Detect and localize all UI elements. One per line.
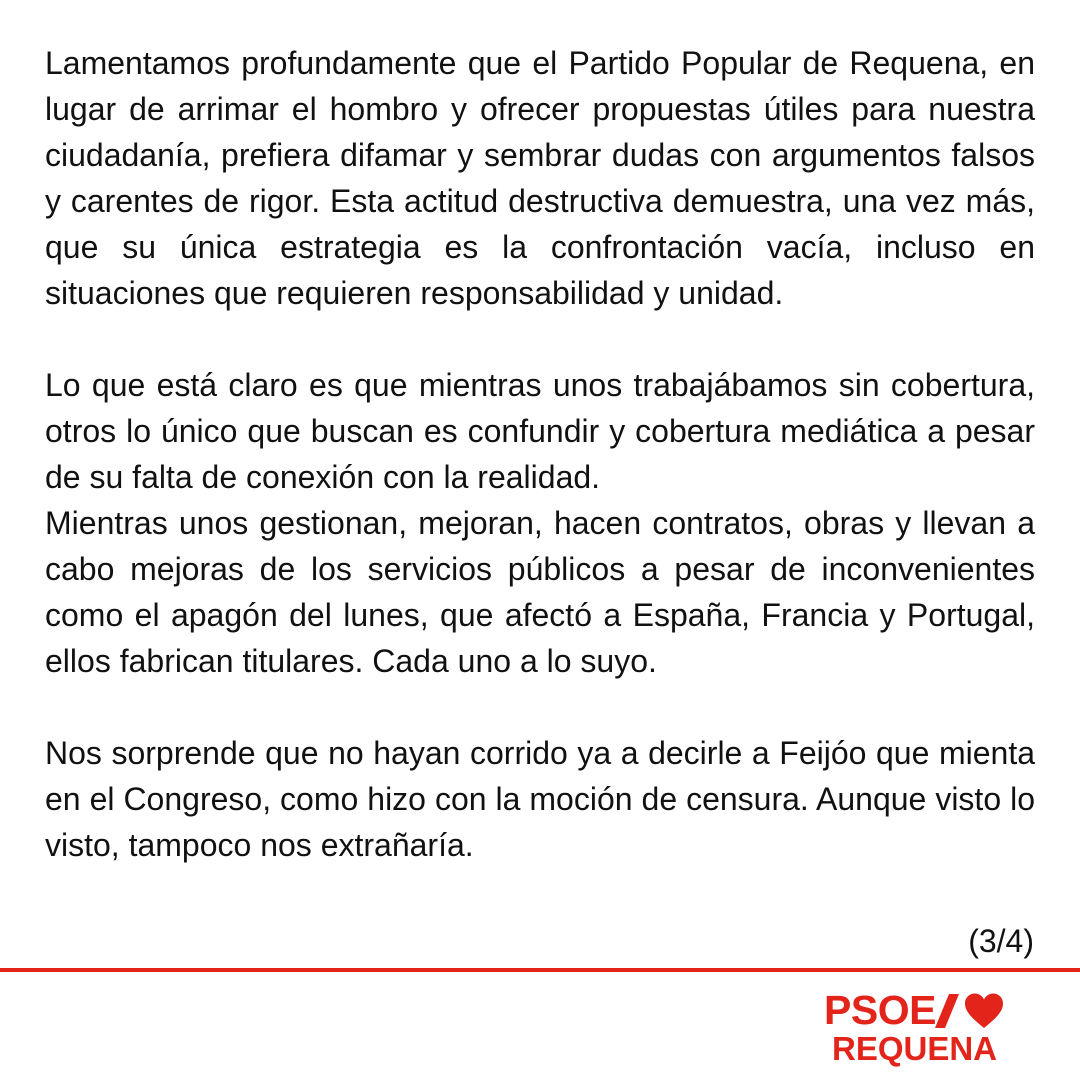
statement-body xyxy=(45,40,1035,868)
paragraph-1: Lamentamos profundamente que el Partido Popular de Requena, en lugar de arrimar el hombro y ofrecer propuestas útiles para nuestra ciudadanía, prefiera difamar y sembrar dudas con argumentos falsos y carentes de rigor. Esta actitud destructiva demuestra, una vez más, que su única estrategia es la confrontación vacía, incluso en situaciones que requieren responsabilidad y unidad. xyxy=(45,45,1035,311)
slash-icon xyxy=(934,994,960,1033)
divider-line xyxy=(0,968,1080,972)
psoe-requena-logo xyxy=(824,988,1014,1068)
paragraph-2: Lo que está claro es que mientras unos trabajábamos sin cobertura, otros lo único que buscan es confundir y cobertura mediática a pesar de su falta de conexión con la realidad. xyxy=(45,367,1035,495)
paragraph-gap xyxy=(45,684,1035,730)
logo-town-name: REQUENA xyxy=(832,1030,998,1067)
paragraph-3: Mientras unos gestionan, mejoran, hacen contratos, obras y llevan a cabo mejoras de los servicios públicos a pesar de inconvenientes como el apagón del lunes, que afectó a España, Francia y Portugal, ellos fabrican titulares. Cada uno a lo suyo. xyxy=(45,505,1035,679)
heart-icon xyxy=(964,993,1004,1034)
page-indicator: (3/4) xyxy=(968,923,1034,959)
paragraph-gap xyxy=(45,316,1035,362)
logo-party-name: PSOE xyxy=(824,987,936,1033)
paragraph-4: Nos sorprende que no hayan corrido ya a decirle a Feijóo que mienta en el Congreso, como hizo con la moción de censura. Aunque visto lo visto, tampoco nos extrañaría. xyxy=(45,735,1035,863)
